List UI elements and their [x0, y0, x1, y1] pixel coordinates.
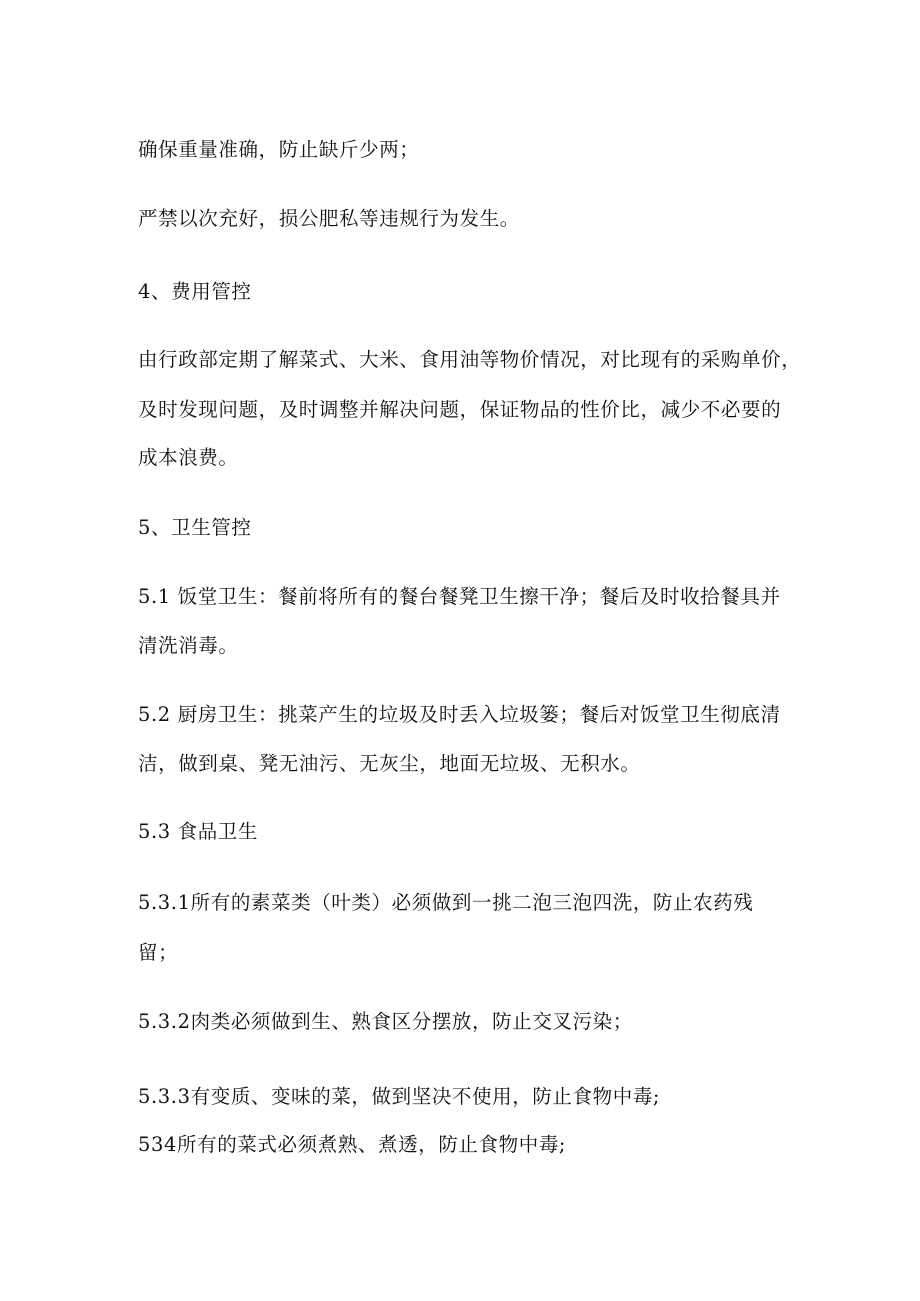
section-heading-hygiene-control: 5、卫生管控	[138, 516, 252, 539]
paragraph-line: 由行政部定期了解菜式、大米、食用油等物价情况，对比现有的采购单价，	[138, 348, 802, 371]
paragraph-line: 5.1 饭堂卫生：餐前将所有的餐台餐凳卫生擦干净；餐后及时收拾餐具并	[138, 585, 781, 608]
paragraph-line: 严禁以次充好，损公肥私等违规行为发生。	[138, 207, 520, 230]
paragraph-line: 洁，做到桌、凳无油污、无灰尘，地面无垃圾、无积水。	[138, 752, 641, 775]
paragraph-line: 534所有的菜式必须煮熟、煮透，防止食物中毒;	[138, 1133, 567, 1156]
paragraph-line: 确保重量准确，防止缺斤少两；	[138, 138, 420, 161]
paragraph-line: 5.3.1所有的素菜类（叶类）必须做到一挑二泡三泡四洗，防止农药残	[138, 891, 754, 914]
paragraph-line: 5.3.2肉类必须做到生、熟食区分摆放，防止交叉污染；	[138, 1010, 633, 1033]
section-heading-cost-control: 4、费用管控	[138, 280, 252, 303]
paragraph-line: 5.3.3有变质、变味的菜，做到坚决不使用，防止食物中毒;	[138, 1085, 661, 1108]
paragraph-line: 留；	[138, 941, 179, 964]
subsection-heading-food-hygiene: 5.3 食品卫生	[138, 820, 259, 843]
paragraph-line: 及时发现问题，及时调整并解决问题，保证物品的性价比，减少不必要的	[138, 398, 782, 421]
paragraph-line: 清洗消毒。	[138, 634, 239, 657]
paragraph-line: 成本浪费。	[138, 446, 239, 469]
paragraph-line: 5.2 厨房卫生：挑菜产生的垃圾及时丢入垃圾篓；餐后对饭堂卫生彻底清	[138, 703, 781, 726]
